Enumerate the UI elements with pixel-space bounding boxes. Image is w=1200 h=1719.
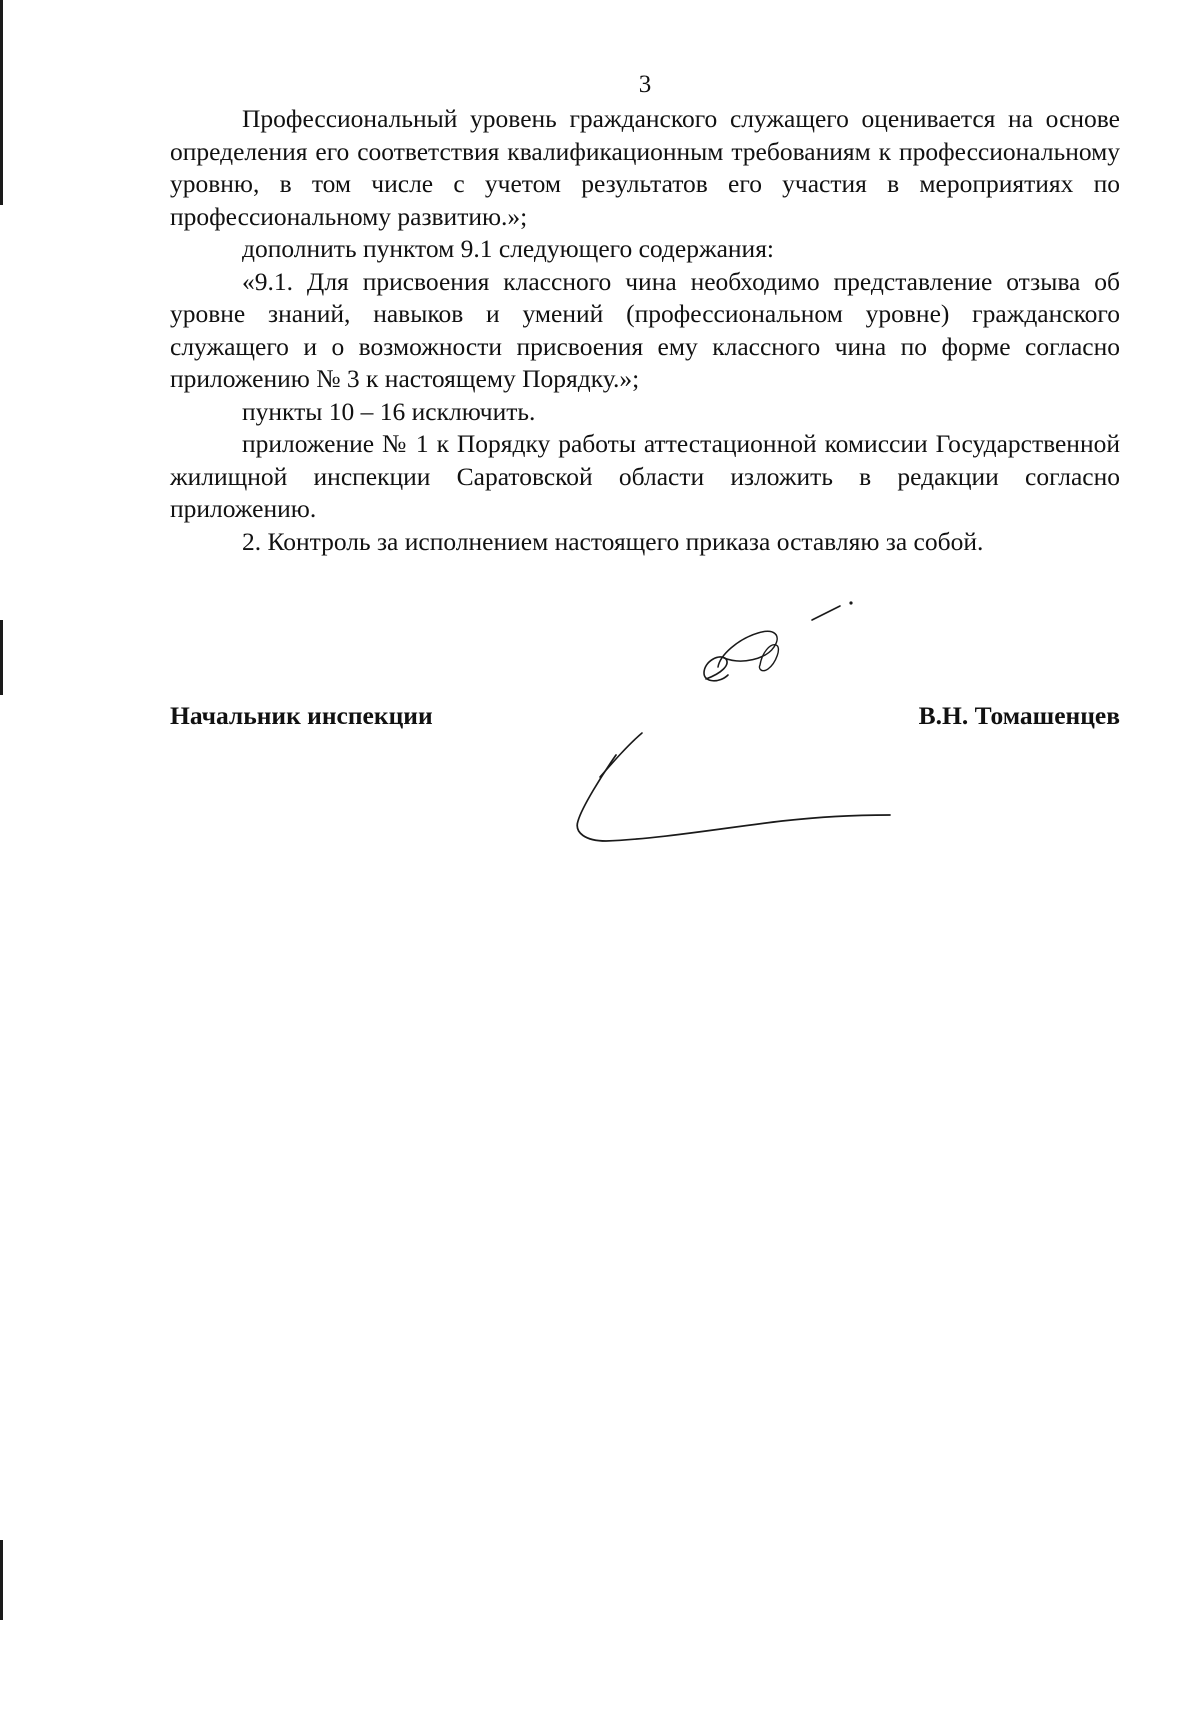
page-number: 3 bbox=[638, 71, 652, 98]
signer-position: Начальник инспекции bbox=[170, 701, 433, 730]
paragraph-exclude-items: пункты 10 – 16 исключить. bbox=[242, 396, 536, 426]
signer-name: В.Н. Томашенцев bbox=[918, 701, 1120, 730]
scan-edge-bottom bbox=[0, 1540, 3, 1620]
document-body bbox=[170, 103, 1120, 558]
paragraph-control: 2. Контроль за исполнением настоящего приказа оставляю за собой. bbox=[242, 526, 984, 556]
paragraph-add-item-9-1: дополнить пунктом 9.1 следующего содержания: bbox=[242, 234, 775, 263]
scan-edge-top bbox=[0, 0, 3, 205]
paragraph-professional-level: Профессиональный уровень гражданского служащего оценивается на основе определения его соответствия квалификационным требованиям к профессиональному уровню, в том числе с учетом результатов его участия в мероприятиях по профессиональному развитию.»; bbox=[170, 104, 1120, 231]
paragraph-appendix-1: приложение № 1 к Порядку работы аттестационной комиссии Государственной жилищной инспекции Саратовской области изложить в редакции согласно приложению. bbox=[170, 429, 1120, 523]
paragraph-item-9-1-text: «9.1. Для присвоения классного чина необходимо представление отзыва об уровне знаний, навыков и умений (профессиональном уровне) гражданского служащего и о возможности присвоения ему классного чина по форме согласно приложению № 3 к настоящему Порядку.»; bbox=[170, 266, 1120, 393]
scan-edge-middle bbox=[0, 620, 3, 695]
handwritten-signature bbox=[570, 595, 910, 855]
